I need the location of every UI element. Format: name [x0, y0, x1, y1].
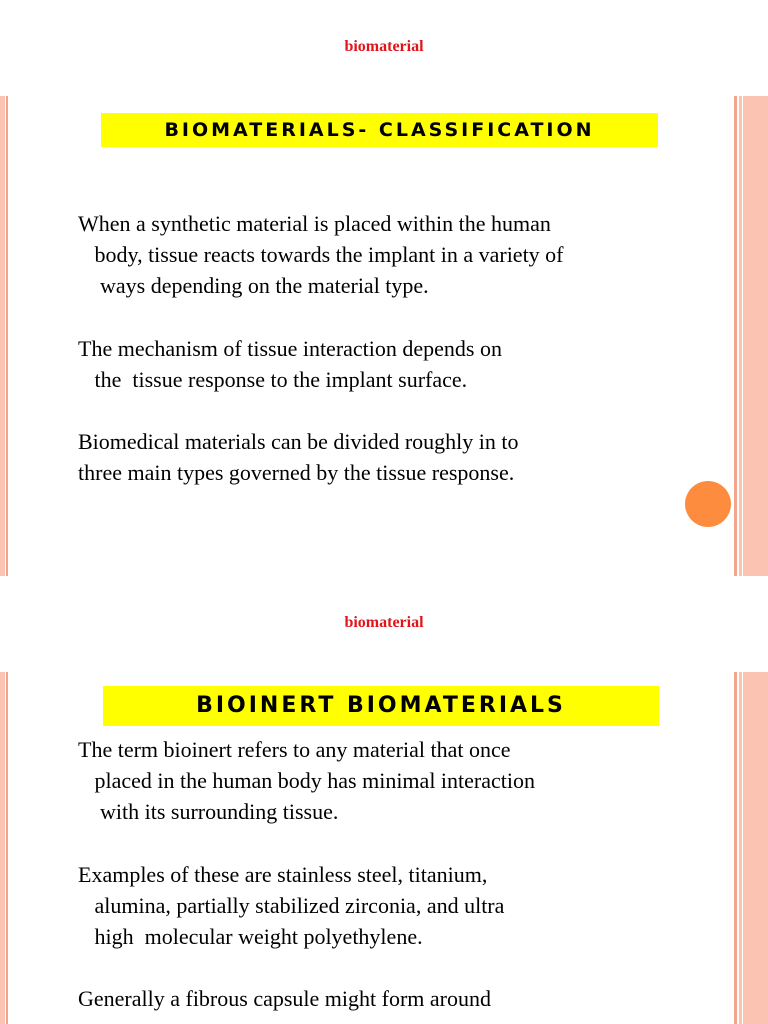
slide-2-paragraph-1: The term bioinert refers to any material that once placed in the human body has minimal interaction with its surrounding tissue.	[78, 737, 535, 824]
slide-2-left-line	[6, 672, 8, 1024]
slide-2	[0, 672, 768, 1024]
slide-1-right-bar	[743, 96, 768, 576]
slide-1-orange-circle	[685, 481, 731, 527]
slide-2-left-bar	[0, 672, 5, 1024]
slide-2-title: BIOINERT BIOMATERIALS	[103, 686, 659, 726]
slide-2-right-line-a	[734, 672, 737, 1024]
slide-2-right-line-b	[739, 672, 742, 1024]
slide-1-left-line	[6, 96, 8, 576]
slide-1	[0, 96, 768, 576]
slide-2-header: biomaterial	[344, 614, 424, 631]
slide-1-right-line-a	[734, 96, 737, 576]
slide-2-paragraph-2: Examples of these are stainless steel, titanium, alumina, partially stabilized zirconia, and ultra high molecular weight polyethylene.	[78, 862, 505, 949]
slide-1-paragraph-2: The mechanism of tissue interaction depends on the tissue response to the implant surface.	[78, 336, 502, 392]
slide-1-paragraph-3: Biomedical materials can be divided roughly in to three main types governed by the tissue response.	[78, 429, 519, 485]
slide-1-right-line-b	[739, 96, 742, 576]
slide-2-right-bar	[743, 672, 768, 1024]
slide-1-title: BIOMATERIALS- CLASSIFICATION	[101, 113, 658, 147]
slide-1-header: biomaterial	[344, 38, 424, 55]
slide-1-left-bar	[0, 96, 5, 576]
slide-1-paragraph-1: When a synthetic material is placed within the human body, tissue reacts towards the implant in a variety of ways depending on the material type.	[78, 211, 564, 298]
slide-2-paragraph-3: Generally a fibrous capsule might form around	[78, 986, 491, 1011]
